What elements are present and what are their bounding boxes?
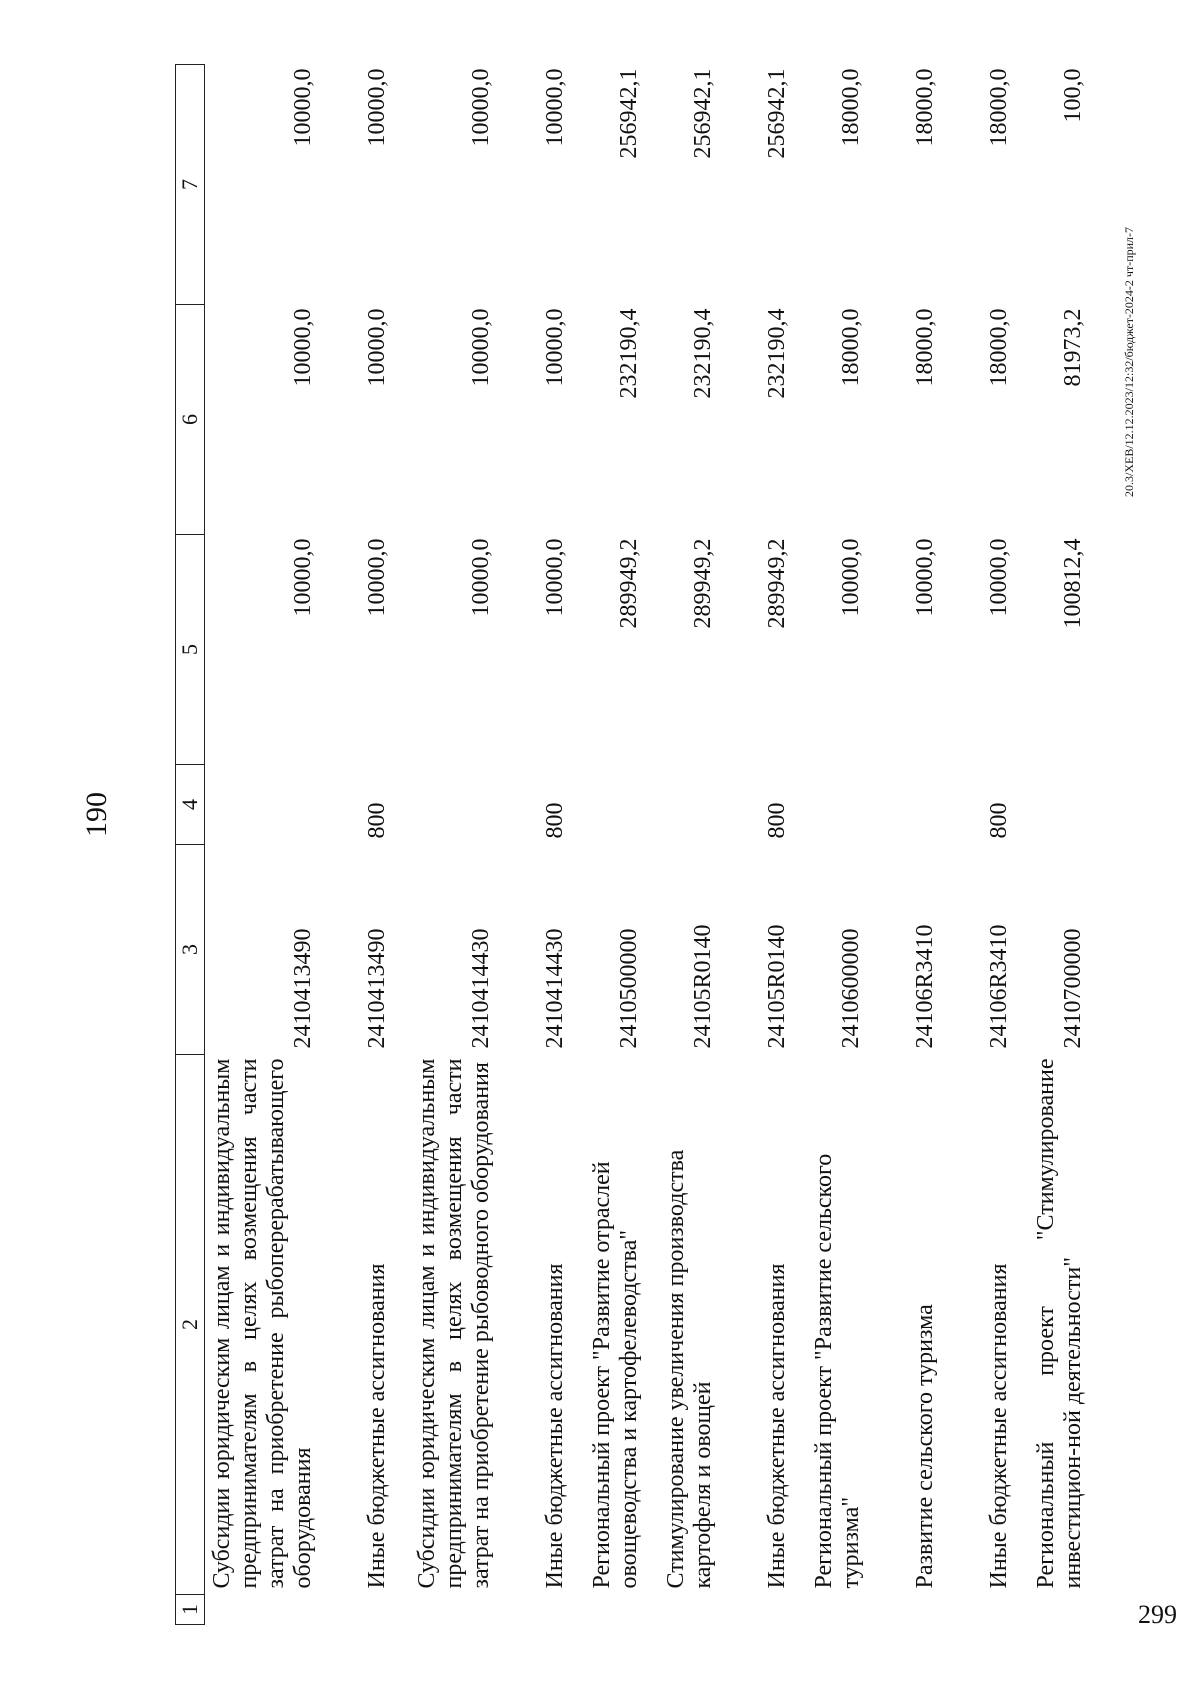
header-row — [176, 65, 205, 1625]
row-vr — [395, 765, 499, 845]
row-value-7: 18000,0 — [837, 68, 864, 147]
row-vr — [795, 765, 869, 845]
row-code: 2410600000 — [837, 928, 864, 1049]
row-name: Региональный проект "Развитие сельского туризма" — [810, 1153, 864, 1589]
row-index-cell — [205, 1595, 321, 1625]
row-name: Региональный проект "Стимулирование инвестицион-ной деятельности" — [1032, 1058, 1086, 1589]
row-value-7: 256942,1 — [615, 68, 642, 159]
row-code: 24105R0140 — [689, 924, 716, 1049]
row-value-7: 18000,0 — [911, 68, 938, 147]
row-index-cell — [943, 1595, 1017, 1625]
row-value-5: 10000,0 — [985, 538, 1012, 617]
row-index-cell — [395, 1595, 499, 1625]
table-row — [573, 65, 647, 1625]
row-code: 2410700000 — [1059, 928, 1086, 1049]
row-value-6: 18000,0 — [911, 308, 938, 387]
row-name: Иные бюджетные ассигнования — [363, 1263, 390, 1589]
footer-code: 20.3/ХЕВ/12.12.2023/12:32/бюджет-2024-2 чт-прил-7 — [1122, 226, 1136, 497]
row-vr: 800 — [363, 802, 390, 839]
row-index-cell — [499, 1595, 573, 1625]
row-value-5: 289949,2 — [763, 538, 790, 629]
header-cell: 1 — [176, 1595, 205, 1625]
page-number: 190 — [80, 792, 113, 837]
header-cell: 7 — [176, 65, 205, 305]
row-name: Иные бюджетные ассигнования — [985, 1263, 1012, 1589]
row-value-6: 232190,4 — [689, 308, 716, 399]
sheet-number: 299 — [1138, 1600, 1177, 1629]
row-index-cell — [647, 1595, 721, 1625]
table-row — [205, 65, 321, 1625]
header-cell: 5 — [176, 535, 205, 765]
row-value-5: 10000,0 — [837, 538, 864, 617]
table-row — [321, 65, 395, 1625]
row-value-7: 10000,0 — [363, 68, 390, 147]
row-index-cell — [1017, 1595, 1091, 1625]
row-code: 24106R3410 — [985, 924, 1012, 1049]
row-name: Стимулирование увеличения производства картофеля и овощей — [662, 1149, 716, 1589]
row-code: 2410500000 — [615, 928, 642, 1049]
row-name: Иные бюджетные ассигнования — [763, 1263, 790, 1589]
row-value-6: 10000,0 — [467, 308, 494, 387]
row-value-7: 10000,0 — [467, 68, 494, 147]
row-code: 2410414430 — [467, 928, 494, 1049]
row-value-6: 10000,0 — [541, 308, 568, 387]
row-value-6: 10000,0 — [363, 308, 390, 387]
row-name: Субсидии юридическим лицам и индивидуальным предпринимателям в целях возмещения части затрат на приобретение рыбоперерабатывающего оборудования — [209, 1058, 316, 1589]
table-body — [205, 65, 1091, 1625]
row-name: Иные бюджетные ассигнования — [541, 1263, 568, 1589]
row-value-7: 256942,1 — [689, 68, 716, 159]
row-code: 24105R0140 — [763, 924, 790, 1049]
row-vr — [1017, 765, 1091, 845]
row-value-6: 18000,0 — [837, 308, 864, 387]
row-value-7: 100,0 — [1059, 68, 1086, 123]
row-value-6: 10000,0 — [289, 308, 316, 387]
row-vr — [573, 765, 647, 845]
row-vr — [869, 765, 943, 845]
table-row — [395, 65, 499, 1625]
row-value-5: 10000,0 — [911, 538, 938, 617]
row-name: Субсидии юридическим лицам и индивидуальным предпринимателям в целях возмещения части затрат на приобретение рыбоводного оборудования — [413, 1058, 494, 1589]
row-index-cell — [795, 1595, 869, 1625]
row-value-5: 289949,2 — [689, 538, 716, 629]
budget-table — [175, 64, 1091, 1625]
row-value-6: 232190,4 — [763, 308, 790, 399]
row-vr: 800 — [985, 802, 1012, 839]
row-value-5: 10000,0 — [467, 538, 494, 617]
row-value-5: 100812,4 — [1059, 538, 1086, 629]
row-value-5: 10000,0 — [363, 538, 390, 617]
table-header — [176, 65, 205, 1625]
row-value-5: 289949,2 — [615, 538, 642, 629]
row-value-6: 232190,4 — [615, 308, 642, 399]
row-vr: 800 — [541, 802, 568, 839]
row-vr — [647, 765, 721, 845]
header-cell: 6 — [176, 305, 205, 535]
row-value-6: 18000,0 — [985, 308, 1012, 387]
header-cell: 4 — [176, 765, 205, 845]
row-value-6: 81973,2 — [1059, 308, 1086, 387]
row-code: 2410413490 — [363, 928, 390, 1049]
row-value-7: 18000,0 — [985, 68, 1012, 147]
table-row — [499, 65, 573, 1625]
row-code: 24106R3410 — [911, 924, 938, 1049]
header-cell: 2 — [176, 1055, 205, 1595]
row-index-cell — [721, 1595, 795, 1625]
row-index-cell — [573, 1595, 647, 1625]
table-row — [647, 65, 721, 1625]
row-value-5: 10000,0 — [541, 538, 568, 617]
table-row — [943, 65, 1017, 1625]
row-value-7: 10000,0 — [541, 68, 568, 147]
table-row — [795, 65, 869, 1625]
row-vr — [205, 765, 321, 845]
row-vr: 800 — [763, 802, 790, 839]
row-value-7: 10000,0 — [289, 68, 316, 147]
row-index-cell — [321, 1595, 395, 1625]
row-index-cell — [869, 1595, 943, 1625]
row-code: 2410413490 — [289, 928, 316, 1049]
row-name: Развитие сельского туризма — [911, 1304, 938, 1589]
row-value-5: 10000,0 — [289, 538, 316, 617]
table-row — [869, 65, 943, 1625]
row-code: 2410414430 — [541, 928, 568, 1049]
table-row — [1017, 65, 1091, 1625]
row-value-7: 256942,1 — [763, 68, 790, 159]
header-cell: 3 — [176, 845, 205, 1055]
row-name: Региональный проект "Развитие отраслей овощеводства и картофелеводства" — [588, 1161, 642, 1589]
table-row — [721, 65, 795, 1625]
